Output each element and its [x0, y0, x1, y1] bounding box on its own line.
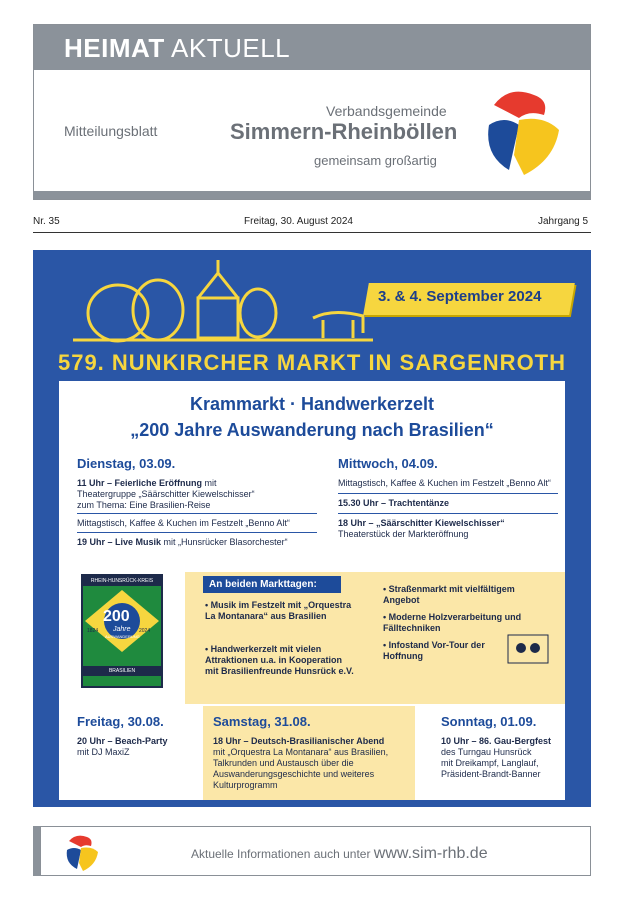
both-days-label: An beiden Markttagen:: [203, 576, 341, 593]
issue-date: Freitag, 30. August 2024: [244, 216, 353, 227]
masthead-subtitle: Mitteilungsblatt: [64, 123, 158, 139]
separator: [77, 532, 317, 533]
day-saturday: Samstag, 31.08.: [213, 714, 311, 729]
footer-text: Aktuelle Informationen auch unter www.sim-rhb.de: [191, 845, 488, 862]
separator: [338, 493, 558, 494]
both-days-item: • Musik im Festzelt mit „Orquestra La Montanara“ aus Brasilien: [205, 600, 352, 621]
lion-logo-small-icon: [61, 831, 101, 873]
sunday-events: 10 Uhr – 86. Gau-Bergfest des Turngau Hunsrück mit Dreikampf, Langlauf, Präsident-Brandt-Banner: [441, 736, 552, 779]
tuesday-event-1: 11 Uhr – Feierliche Eröffnung mit Theatergruppe „Säärschitter Kiewelschisser“ zum Thema: Eine Brasilien-Reise: [77, 478, 255, 510]
separator: [338, 513, 558, 514]
event-poster: [33, 250, 591, 807]
day-sunday: Sonntag, 01.09.: [441, 714, 537, 729]
vg-line3: gemeinsam großartig: [314, 153, 437, 168]
footer-url[interactable]: www.sim-rhb.de: [373, 845, 488, 862]
both-days-item: • Handwerkerzelt mit vielen Attraktionen u.a. in Kooperation mit Brasilienfreunde Hunsrück e.V.: [205, 644, 354, 676]
date-badge-text: 3. & 4. September 2024: [378, 288, 542, 305]
wednesday-event-3: 18 Uhr – „Säärschitter Kiewelschisser“ Theaterstück der Markteröffnung: [338, 518, 505, 539]
wednesday-event-2: 15.30 Uhr – Trachtentänze: [338, 498, 450, 508]
masthead-title: HEIMAT AKTUELL: [64, 33, 291, 63]
issue-number: Nr. 35: [33, 216, 60, 227]
vor-tour-logo-icon: [503, 630, 553, 670]
day-friday: Freitag, 30.08.: [77, 714, 164, 729]
village-illustration-icon: [73, 258, 373, 348]
vg-line2: Simmern-Rheinböllen: [230, 119, 458, 144]
saturday-events: 18 Uhr – Deutsch-Brasilianischer Abend mit „Orquestra La Montanara“ aus Brasilien, Talkrunden und Austausch über die Auswanderungsgeschichte und weiteres Kulturprogramm: [213, 736, 389, 790]
info-rule: [33, 232, 591, 233]
both-days-item: • Infostand Vor-Tour der Hoffnung: [383, 640, 485, 661]
friday-events: 20 Uhr – Beach-Party mit DJ MaxiZ: [77, 736, 168, 757]
footer: [40, 826, 591, 876]
lion-logo-icon: [474, 80, 564, 180]
poster-title: 579. NUNKIRCHER MARKT IN SARGENROTH: [57, 350, 567, 375]
heading-krammarkt: Krammarkt · Handwerkerzelt: [189, 394, 435, 414]
both-days-item: • Straßenmarkt mit vielfältigem Angebot: [383, 584, 515, 605]
masthead-footer-bar: [34, 191, 590, 199]
day-wednesday: Mittwoch, 04.09.: [338, 456, 438, 471]
wednesday-event-1: Mittagstisch, Kaffee & Kuchen im Festzelt „Benno Alt“: [338, 478, 551, 488]
anniversary-badge: RHEIN-HUNSRÜCK-KREIS 200 Jahre AUSWANDERUNG 1824 2024 BRASILIEN: [81, 574, 163, 688]
day-tuesday: Dienstag, 03.09.: [77, 456, 176, 471]
separator: [77, 513, 317, 514]
masthead: [33, 24, 591, 200]
both-days-item: • Moderne Holzverarbeitung und Fälltechniken: [383, 612, 522, 633]
vg-line1: Verbandsgemeinde: [326, 103, 447, 119]
heading-brasilien: „200 Jahre Auswanderung nach Brasilien“: [130, 420, 494, 440]
volume: Jahrgang 5: [538, 216, 589, 227]
tuesday-event-3: 19 Uhr – Live Musik mit „Hunsrücker Blasorchester“: [77, 537, 288, 547]
tuesday-event-2: Mittagstisch, Kaffee & Kuchen im Festzelt „Benno Alt“: [77, 518, 290, 528]
